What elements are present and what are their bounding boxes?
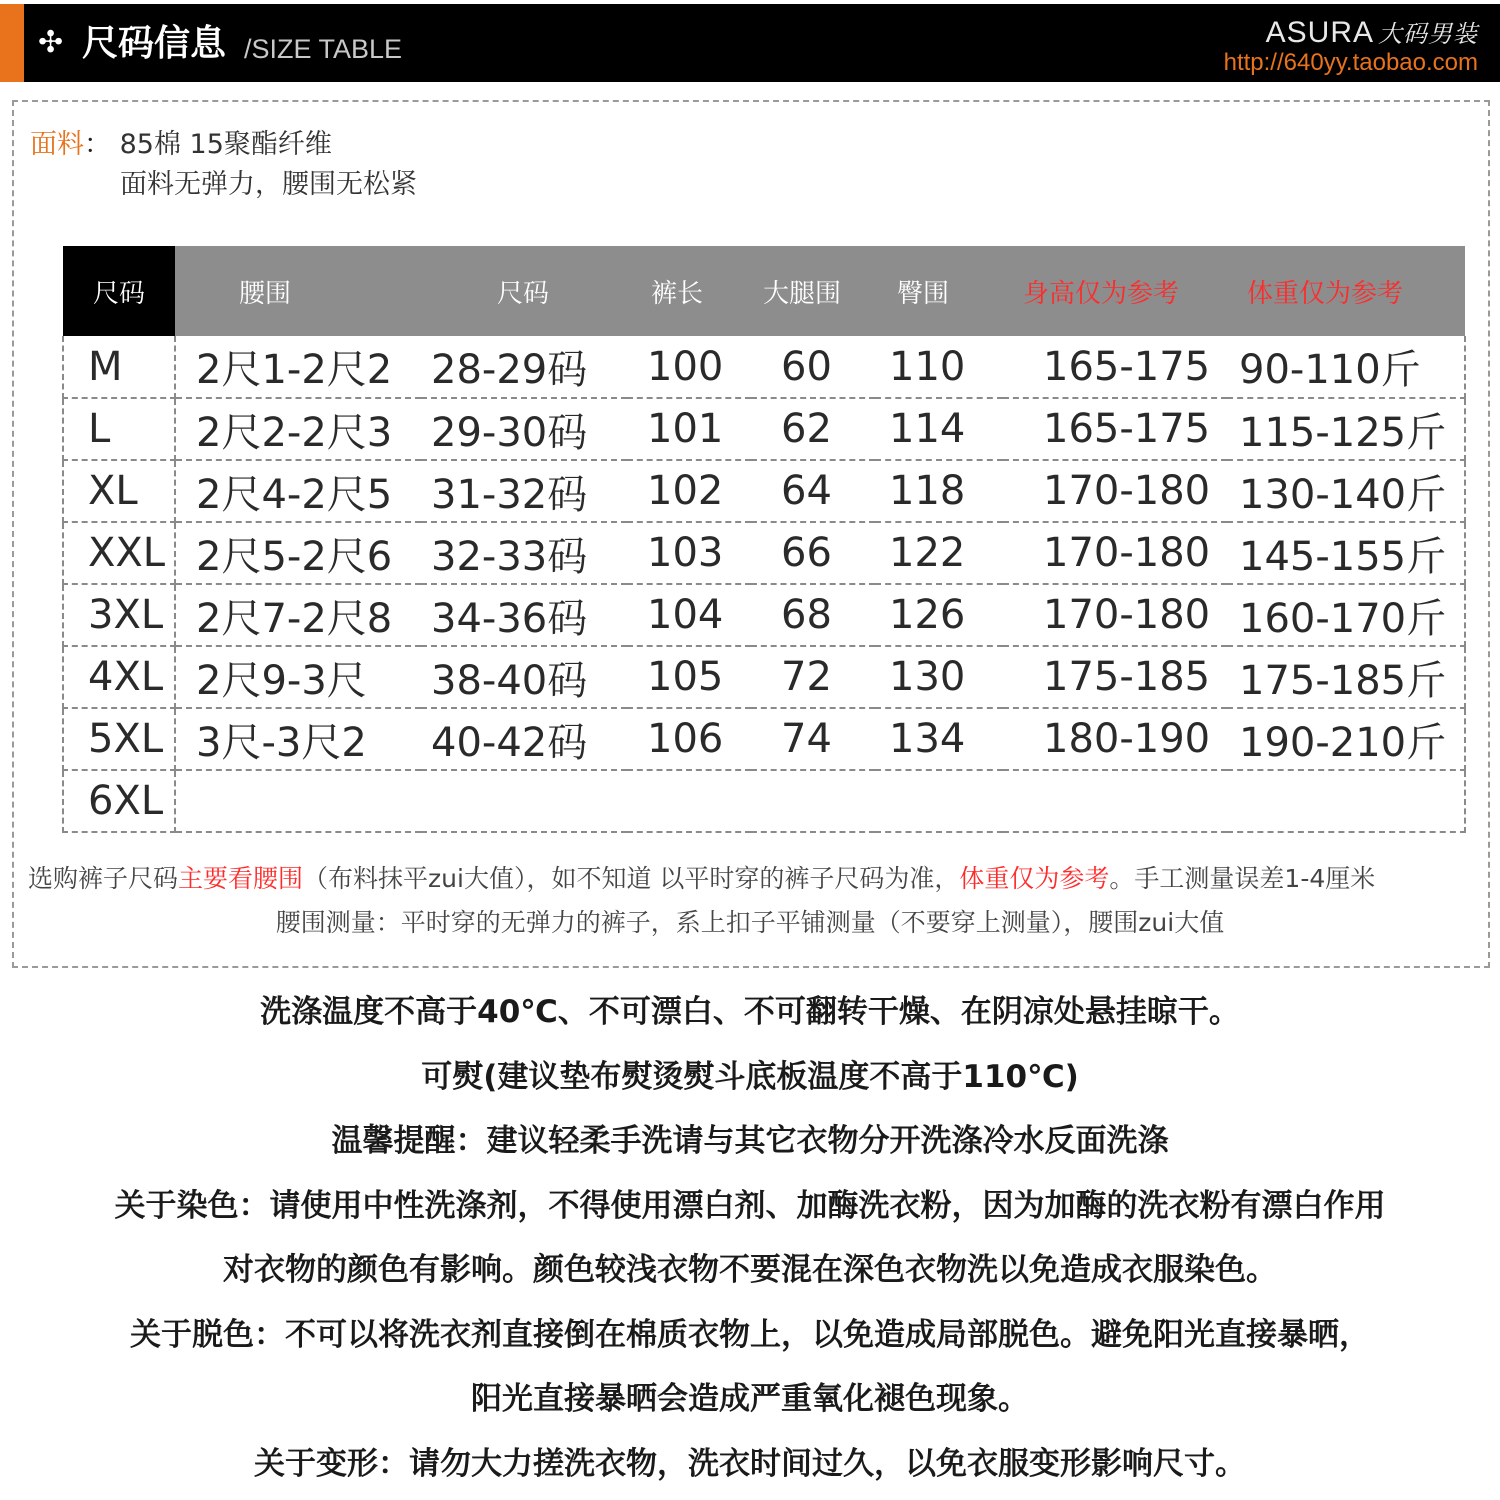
cell-height: 170-180 <box>1003 584 1227 646</box>
cell-hip: 126 <box>875 584 1003 646</box>
cell-length: 106 <box>627 708 751 770</box>
measure-note-e: 。手工测量误差1-4厘米 <box>1109 864 1376 893</box>
cell-size: XXL <box>63 522 175 584</box>
table-row <box>63 646 1465 708</box>
cell-weight: 175-185斤 <box>1227 646 1465 708</box>
cell-hip: 130 <box>875 646 1003 708</box>
shop-url[interactable]: http://640yy.taobao.com <box>1223 49 1478 76</box>
cell-hip: 114 <box>875 398 1003 460</box>
four-arrows-icon: ✣ <box>38 25 64 60</box>
cell-hip: 110 <box>875 336 1003 398</box>
cell-height: 170-180 <box>1003 522 1227 584</box>
cell-size: 3XL <box>63 584 175 646</box>
cell-size: M <box>63 336 175 398</box>
fabric-colon: ： <box>84 129 111 160</box>
measure-note-c: （布料抹平zui大值），如不知道 以平时穿的裤子尺码为准， <box>303 864 960 893</box>
measure-note-b: 主要看腰围 <box>178 864 304 893</box>
cell-length: 101 <box>627 398 751 460</box>
care-line: 关于变形：请勿大力搓洗衣物，洗衣时间过久，以免衣服变形影响尺寸。 <box>254 1445 1246 1482</box>
cell-length <box>627 770 751 832</box>
measure-note-d: 体重仅为参考 <box>959 864 1110 893</box>
cell-code: 40-42码 <box>421 708 627 770</box>
cell-weight: 130-140斤 <box>1227 460 1465 522</box>
cell-size: 6XL <box>63 770 175 832</box>
care-line: 洗涤温度不高于40℃、不可漂白、不可翻转干燥、在阴凉处悬挂晾干。 <box>260 994 1240 1030</box>
cell-length: 105 <box>627 646 751 708</box>
cell-height: 165-175 <box>1003 336 1227 398</box>
cell-length: 104 <box>627 584 751 646</box>
header-bar <box>0 4 1500 82</box>
cell-waist: 2尺1-2尺2 <box>175 336 421 398</box>
cell-height: 175-185 <box>1003 646 1227 708</box>
cell-code: 32-33码 <box>421 522 627 584</box>
cell-size: 4XL <box>63 646 175 708</box>
header-weight: 体重仅为参考 <box>1227 246 1465 336</box>
size-table <box>62 246 1466 833</box>
cell-thigh: 68 <box>751 584 875 646</box>
care-line: 阳光直接暴晒会造成严重氧化褪色现象。 <box>471 1381 1029 1417</box>
cell-waist: 2尺4-2尺5 <box>175 460 421 522</box>
care-instructions <box>0 990 1500 1500</box>
fabric-value: 85棉 15聚酯纤维 <box>119 129 332 160</box>
cell-hip: 122 <box>875 522 1003 584</box>
header-accent-bar <box>0 4 24 82</box>
measure-note-a: 选购裤子尺码 <box>28 864 179 893</box>
cell-waist: 2尺9-3尺 <box>175 646 421 708</box>
cell-weight: 190-210斤 <box>1227 708 1465 770</box>
table-row <box>63 336 1465 398</box>
table-row <box>63 584 1465 646</box>
table-header-row <box>63 246 1465 336</box>
cell-waist: 3尺-3尺2 <box>175 708 421 770</box>
cell-waist: 2尺7-2尺8 <box>175 584 421 646</box>
care-line: 可熨(建议垫布熨烫熨斗底板温度不高于110℃) <box>421 1058 1079 1095</box>
page-title: 尺码信息 <box>82 23 227 64</box>
cell-length: 102 <box>627 460 751 522</box>
cell-length: 100 <box>627 336 751 398</box>
brand-name-cn: 大码男装 <box>1378 20 1478 48</box>
care-line: 温馨提醒：建议轻柔手洗请与其它衣物分开洗涤冷水反面洗涤 <box>331 1123 1169 1159</box>
cell-code: 34-36码 <box>421 584 627 646</box>
table-row <box>63 708 1465 770</box>
cell-size: L <box>63 398 175 460</box>
cell-weight <box>1227 770 1465 832</box>
page-subtitle: /SIZE TABLE <box>244 34 403 64</box>
brand-name: ASURA <box>1265 16 1374 49</box>
cell-thigh: 60 <box>751 336 875 398</box>
cell-hip: 134 <box>875 708 1003 770</box>
cell-waist: 2尺5-2尺6 <box>175 522 421 584</box>
care-line: 关于脱色：不可以将洗衣剂直接倒在棉质衣物上，以免造成局部脱色。避免阳光直接暴晒， <box>130 1316 1370 1353</box>
cell-code: 31-32码 <box>421 460 627 522</box>
cell-thigh: 66 <box>751 522 875 584</box>
cell-height <box>1003 770 1227 832</box>
fabric-label: 面料 <box>30 129 84 160</box>
header-hip: 臀围 <box>875 246 1003 336</box>
fabric-line <box>30 128 332 162</box>
waist-measure-note: 腰围测量：平时穿的无弹力的裤子，系上扣子平铺测量（不要穿上测量），腰围zui大值 <box>275 908 1225 937</box>
cell-thigh: 74 <box>751 708 875 770</box>
header-height: 身高仅为参考 <box>1003 246 1227 336</box>
cell-height: 165-175 <box>1003 398 1227 460</box>
header-length: 裤长 <box>627 246 751 336</box>
table-row <box>63 460 1465 522</box>
cell-thigh: 64 <box>751 460 875 522</box>
brand-logo <box>1266 16 1478 51</box>
cell-height: 180-190 <box>1003 708 1227 770</box>
cell-size: 5XL <box>63 708 175 770</box>
cell-height: 170-180 <box>1003 460 1227 522</box>
cell-waist: 2尺2-2尺3 <box>175 398 421 460</box>
cell-hip: 118 <box>875 460 1003 522</box>
header-size: 尺码 <box>63 246 175 336</box>
cell-thigh <box>751 770 875 832</box>
header-waist: 腰围 <box>175 246 421 336</box>
care-line: 关于染色：请使用中性洗涤剂，不得使用漂白剂、加酶洗衣粉，因为加酶的洗衣粉有漂白作用 <box>114 1187 1386 1224</box>
cell-code: 38-40码 <box>421 646 627 708</box>
cell-code: 29-30码 <box>421 398 627 460</box>
header-thigh: 大腿围 <box>751 246 875 336</box>
fabric-note: 面料无弹力，腰围无松紧 <box>120 169 417 200</box>
cell-hip <box>875 770 1003 832</box>
table-row <box>63 398 1465 460</box>
cell-thigh: 72 <box>751 646 875 708</box>
cell-weight: 115-125斤 <box>1227 398 1465 460</box>
cell-thigh: 62 <box>751 398 875 460</box>
cell-weight: 145-155斤 <box>1227 522 1465 584</box>
cell-size: XL <box>63 460 175 522</box>
table-row <box>63 522 1465 584</box>
cell-waist <box>175 770 421 832</box>
table-row <box>63 770 1465 832</box>
measure-note <box>28 862 1488 896</box>
cell-code <box>421 770 627 832</box>
cell-code: 28-29码 <box>421 336 627 398</box>
cell-weight: 160-170斤 <box>1227 584 1465 646</box>
care-line: 对衣物的颜色有影响。颜色较浅衣物不要混在深色衣物洗以免造成衣服染色。 <box>223 1252 1277 1288</box>
cell-weight: 90-110斤 <box>1227 336 1465 398</box>
header-code: 尺码 <box>421 246 627 336</box>
cell-length: 103 <box>627 522 751 584</box>
